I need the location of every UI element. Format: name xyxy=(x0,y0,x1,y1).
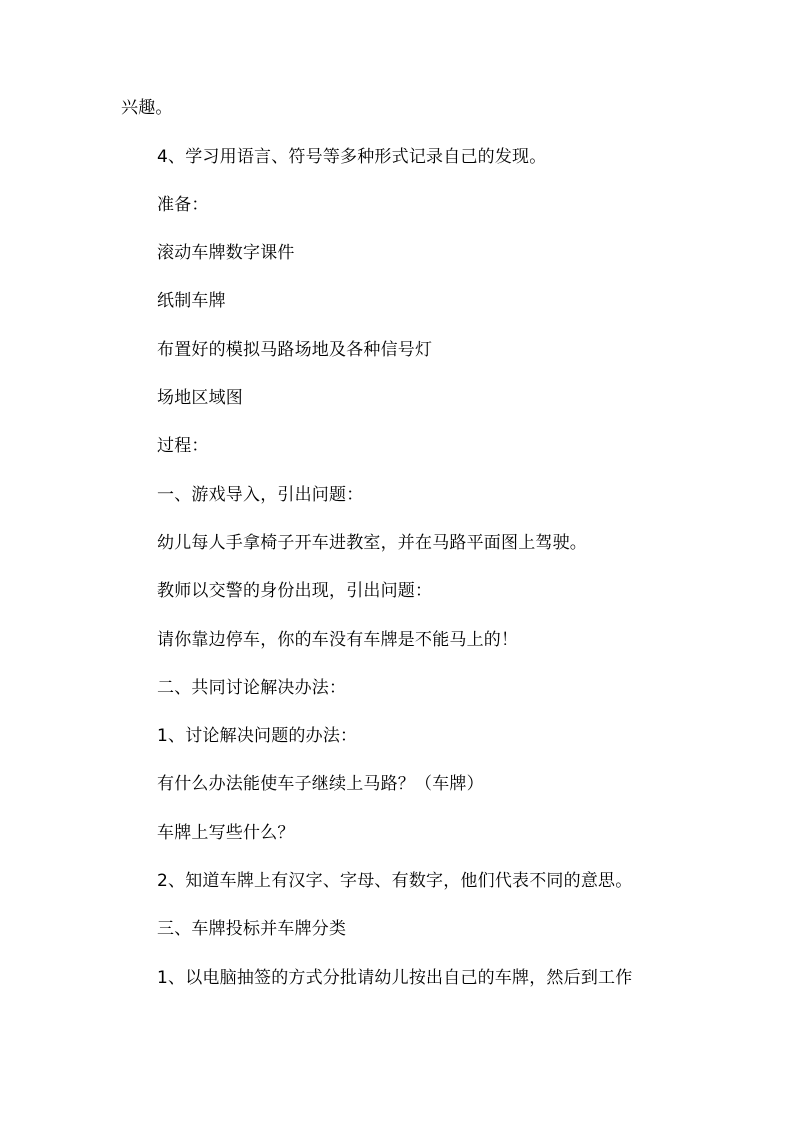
paragraph-8: 过程： xyxy=(157,436,209,456)
paragraph-13: 二、共同讨论解决办法： xyxy=(157,678,347,698)
paragraph-18: 三、车牌投标并车牌分类 xyxy=(157,919,347,939)
paragraph-10: 幼儿每人手拿椅子开车进教室，并在马路平面图上驾驶。 xyxy=(157,533,587,553)
paragraph-1: 兴趣。 xyxy=(121,98,173,118)
paragraph-15: 有什么办法能使车子继续上马路？（车牌） xyxy=(157,774,484,794)
paragraph-14: 1、讨论解决问题的办法： xyxy=(157,726,358,746)
paragraph-2: 4、学习用语言、符号等多种形式记录自己的发现。 xyxy=(157,147,547,167)
paragraph-19: 1、以电脑抽签的方式分批请幼儿按出自己的车牌，然后到工作 xyxy=(157,968,633,988)
paragraph-6: 布置好的模拟马路场地及各种信号灯 xyxy=(157,340,433,360)
paragraph-9: 一、游戏导入，引出问题： xyxy=(157,485,364,505)
paragraph-3: 准备： xyxy=(157,195,209,215)
paragraph-5: 纸制车牌 xyxy=(157,291,226,311)
paragraph-17: 2、知道车牌上有汉字、字母、有数字，他们代表不同的意思。 xyxy=(157,871,633,891)
paragraph-11: 教师以交警的身份出现，引出问题： xyxy=(157,581,433,601)
paragraph-12: 请你靠边停车，你的车没有车牌是不能马上的！ xyxy=(157,630,519,650)
paragraph-4: 滚动车牌数字课件 xyxy=(157,243,295,263)
paragraph-7: 场地区域图 xyxy=(157,388,243,408)
paragraph-16: 车牌上写些什么？ xyxy=(157,823,295,843)
